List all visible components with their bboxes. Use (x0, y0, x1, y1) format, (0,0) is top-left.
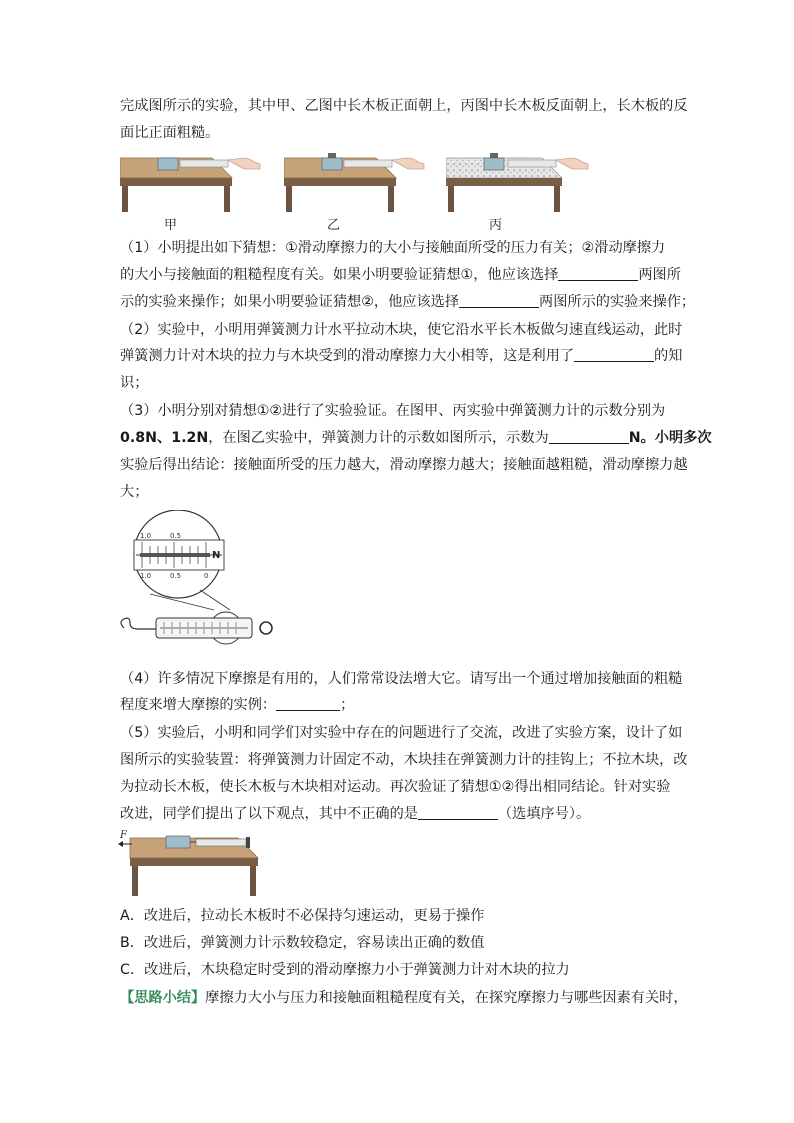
q2-line-1: （2）实验中，小明用弹簧测力计水平拉动木块，使它沿水平长木板做匀速直线运动，此时 (120, 322, 683, 338)
summary-text: 摩擦力大小与压力和接触面粗糙程度有关，在探究摩擦力与哪些因素有关时， (205, 990, 688, 1006)
force-label: F (120, 830, 127, 841)
q1-line-1: （1）小明提出如下猜想：①滑动摩擦力的大小与接触面所受的压力有关；②滑动摩擦力 (120, 240, 666, 256)
intro-line-1: 完成图所示的实验，其中甲、乙图中长木板正面朝上，丙图中长木板反面朝上，长木板的反 (120, 98, 688, 114)
option-b: B．改进后，弹簧测力计示数较稳定，容易读出正确的数值 (120, 935, 485, 951)
figure-yi (284, 150, 429, 214)
q4-line-2-text: 程度来增大摩擦的实例： (120, 697, 277, 713)
q3-line-2-tail: N。小明多次 (628, 430, 712, 446)
q2-blank[interactable] (574, 346, 654, 362)
q2-line-2-tail: 的知 (654, 348, 683, 364)
q5-line-4 (120, 804, 680, 824)
improved-setup-figure (118, 828, 268, 898)
option-a: A．改进后，拉动长木板时不必保持匀速运动，更易于操作 (120, 908, 485, 924)
figure-bing (446, 150, 596, 214)
figure-caption-yi: 乙 (327, 218, 341, 233)
summary-tag: 【思路小结】 (120, 990, 206, 1006)
q4-blank[interactable] (276, 695, 340, 711)
q1-line-3 (120, 292, 696, 312)
spring-scale-figure (118, 510, 278, 645)
q4-line-2-tail: ； (340, 697, 355, 713)
q5-line-2: 图所示的实验装置：将弹簧测力计固定不动，木块挂在弹簧测力计的挂钩上；不拉木块，改 (120, 752, 688, 768)
intro-line-2: 面比正面粗糙。 (120, 125, 220, 141)
q5-blank[interactable] (418, 804, 498, 820)
q1-blank-1[interactable] (558, 265, 638, 281)
gauge-tick-d: 0.5 (170, 572, 182, 580)
figure-caption-jia: 甲 (164, 218, 178, 233)
q2-line-2-text: 弹簧测力计对木块的拉力与木块受到的滑动摩擦力大小相等，这是利用了 (120, 348, 575, 364)
q5-line-1: （5）实验后，小明和同学们对实验中存在的问题进行了交流，改进了实验方案，设计了如 (120, 725, 683, 741)
q3-line-4: 大； (120, 484, 149, 500)
q2-line-2 (120, 346, 683, 366)
q4-line-2 (120, 695, 680, 715)
summary-line (120, 988, 688, 1008)
gauge-tick-c: 1.0 (140, 572, 152, 580)
q1-line-2-tail: 两图所 (638, 267, 681, 283)
q4-line-1: （4）许多情况下摩擦是有用的，人们常常设法增大它。请写出一个通过增加接触面的粗糙 (120, 671, 683, 687)
q1-line-3-tail: 两图所示的实验来操作； (539, 294, 696, 310)
option-c: C．改进后，木块稳定时受到的滑动摩擦力小于弹簧测力计对木块的拉力 (120, 962, 570, 978)
gauge-tick-e: 0 (204, 572, 209, 580)
q1-blank-2[interactable] (459, 292, 539, 308)
gauge-unit: N (212, 550, 221, 561)
figure-jia (120, 150, 265, 214)
q3-line-2-text: ，在图乙实验中，弹簧测力计的示数如图所示，示数为 (208, 430, 549, 446)
q1-line-2-text: 的大小与接触面的粗糙程度有关。如果小明要验证猜想①，他应该选择 (120, 267, 559, 283)
q5-line-4-text: 改进，同学们提出了以下观点，其中不正确的是 (120, 806, 418, 822)
q1-line-2 (120, 265, 680, 285)
gauge-tick-b: 0.5 (170, 532, 182, 540)
gauge-tick-a: 1.0 (140, 532, 152, 540)
q3-blank[interactable] (549, 428, 629, 444)
q3-values: 0.8N、1.2N (120, 430, 209, 446)
figure-caption-bing: 丙 (489, 218, 503, 233)
q1-line-3-text: 示的实验来操作；如果小明要验证猜想②，他应该选择 (120, 294, 460, 310)
q5-line-3: 为拉动长木板，使长木板与木块相对运动。再次验证了猜想①②得出相同结论。针对实验 (120, 779, 671, 795)
q5-line-4-tail: （选填序号）。 (497, 806, 591, 822)
q3-line-2 (120, 428, 712, 448)
q2-line-3: 识； (120, 375, 149, 391)
q3-line-1: （3）小明分别对猜想①②进行了实验验证。在图甲、丙实验中弹簧测力计的示数分别为 (120, 403, 666, 419)
q3-line-3: 实验后得出结论：接触面所受的压力越大，滑动摩擦力越大；接触面越粗糙，滑动摩擦力越 (120, 457, 688, 473)
